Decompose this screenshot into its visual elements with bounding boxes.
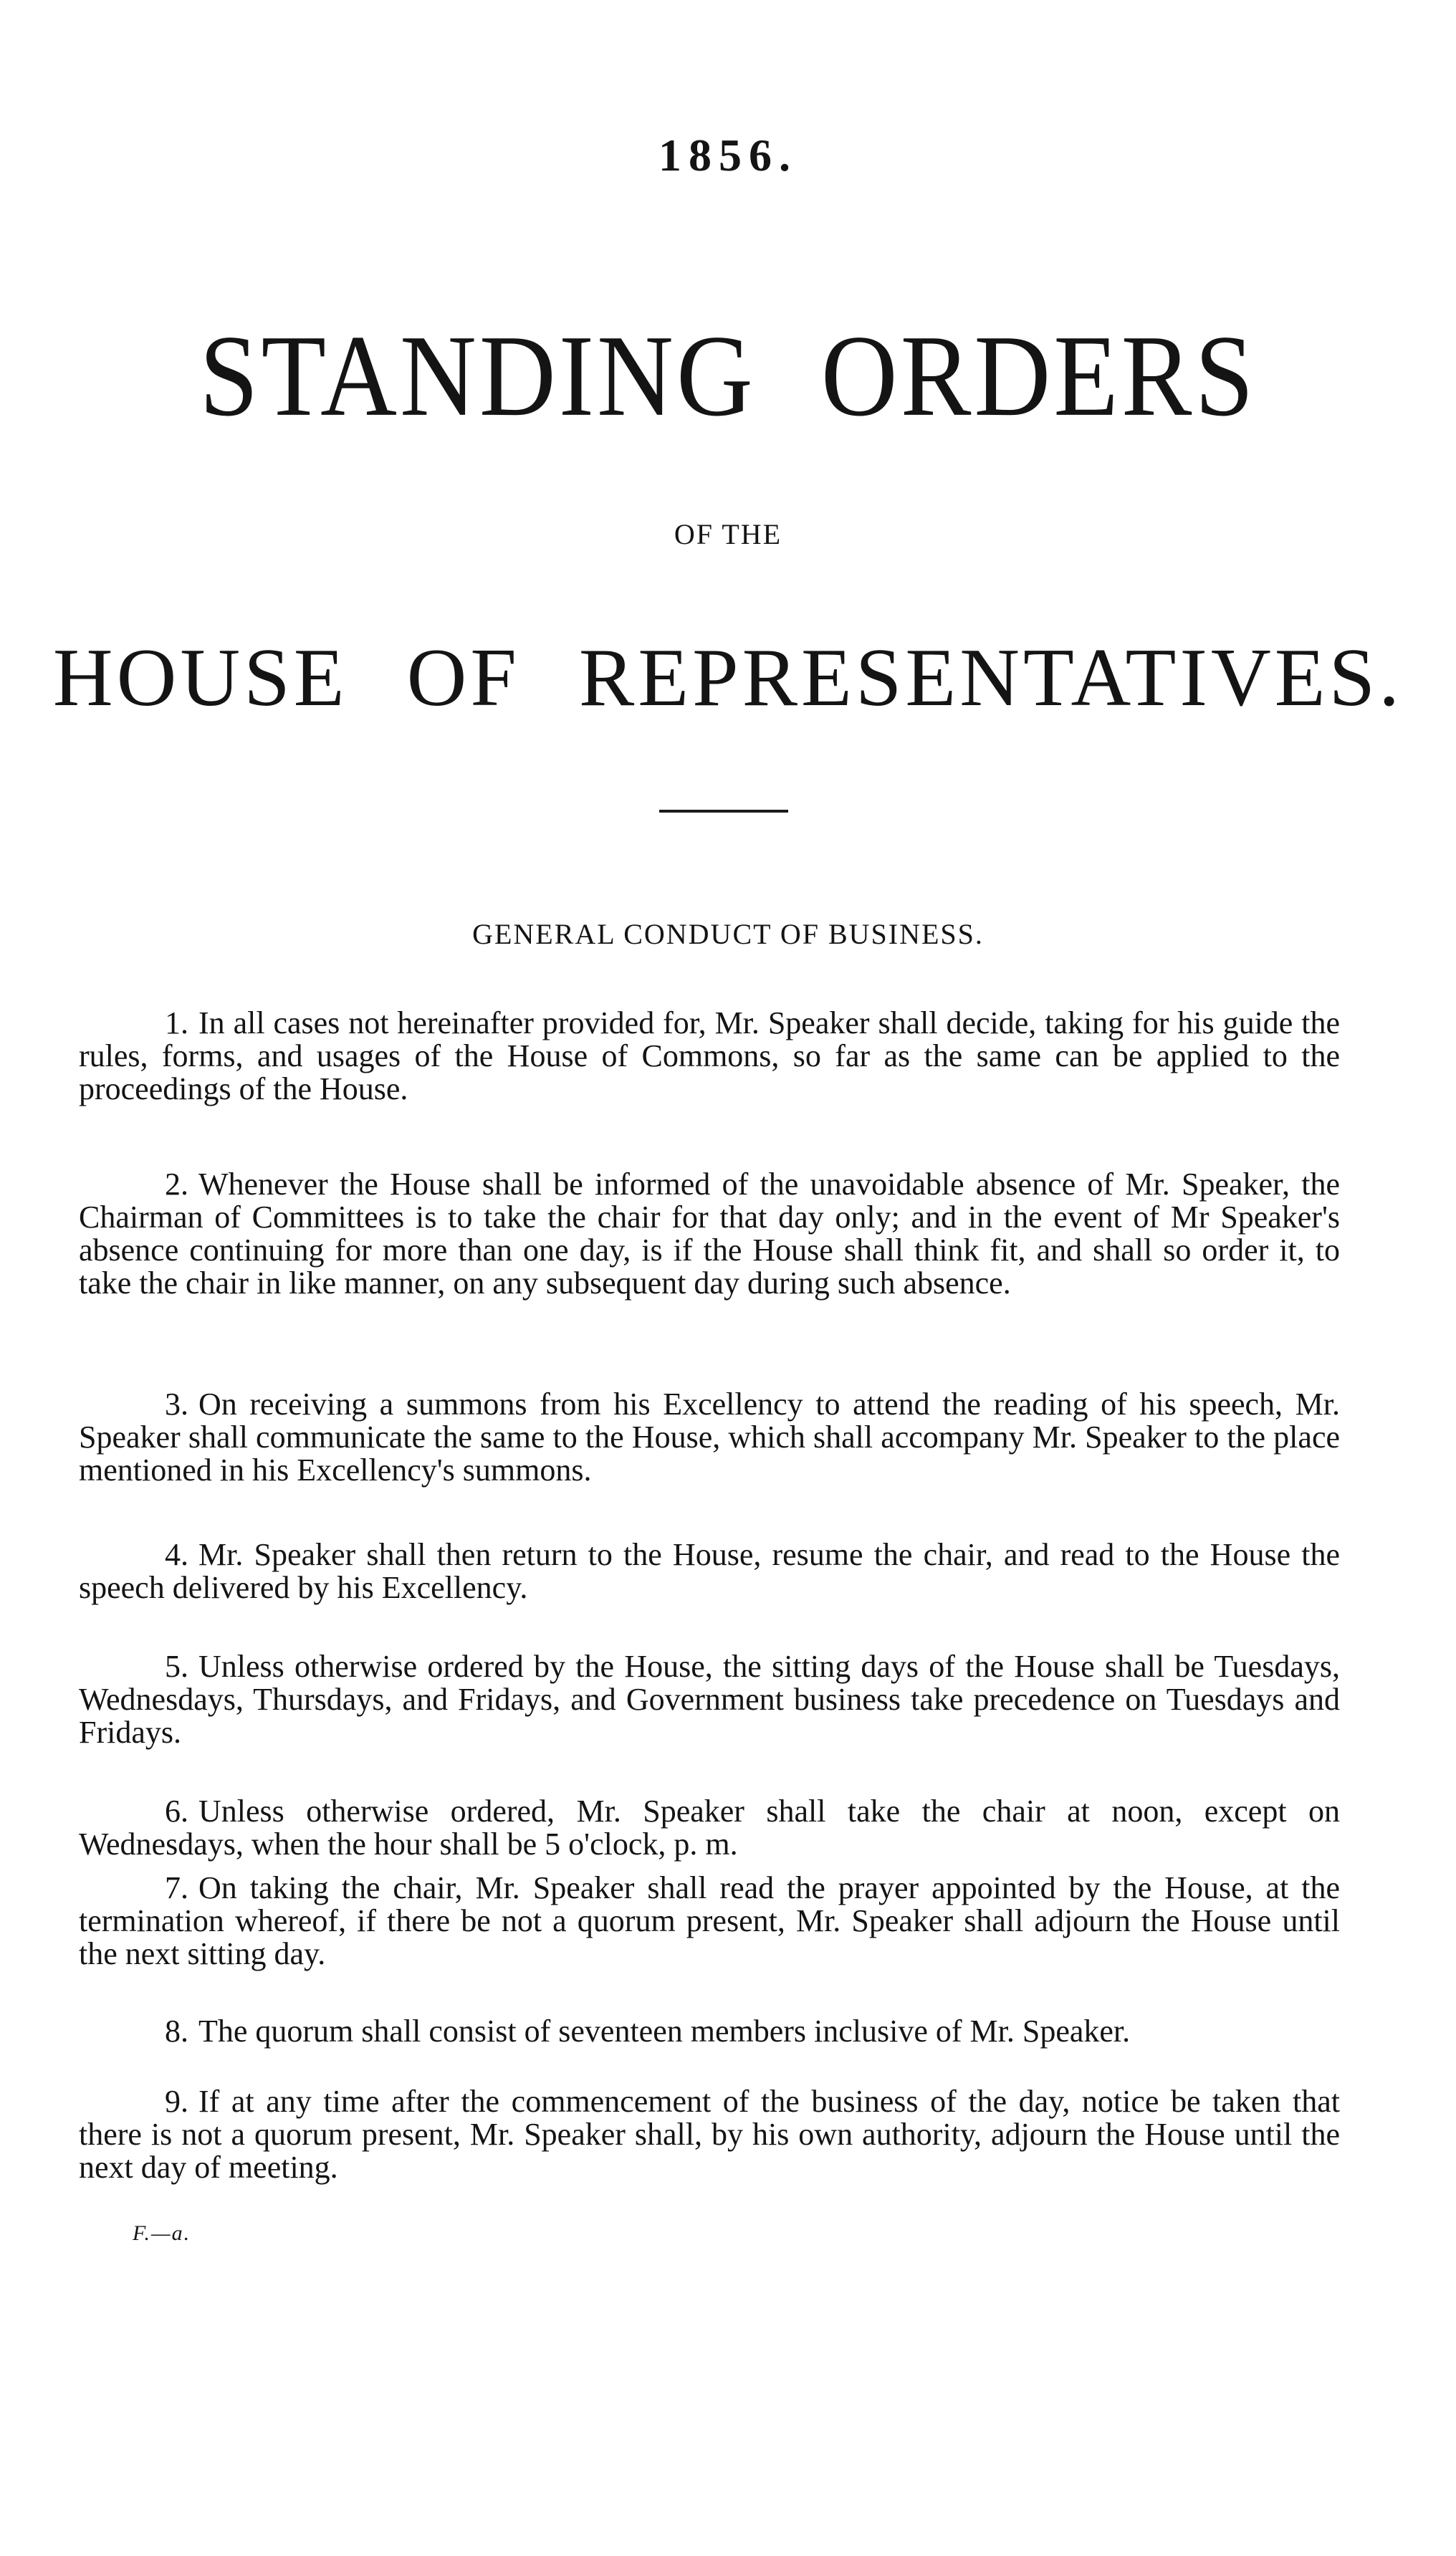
order-text: Mr. Speaker shall then return to the House, resume the chair, and read to the House the speech delivered by his Excellency.: [79, 1537, 1340, 1605]
order-text: Unless otherwise ordered by the House, the sitting days of the House shall be Tuesdays, Wednesdays, Thursdays, and Fridays, and Government business take precedence on Tuesdays and Fridays.: [79, 1649, 1340, 1750]
order-number: 6.: [165, 1794, 188, 1829]
standing-order-1: [79, 1007, 1340, 1106]
standing-order-5: [79, 1650, 1340, 1749]
printer-signature-mark: F.—a.: [133, 2221, 191, 2245]
section-heading: GENERAL CONDUCT OF BUSINESS.: [472, 918, 984, 950]
standing-order-2: [79, 1168, 1340, 1300]
order-text: Whenever the House shall be informed of the unavoidable absence of Mr. Speaker, the Chairman of Committees is to take the chair for that day only; and in the event of Mr Speaker's absence continuing for more than one day, is if the House shall think fit, and shall so order it, to take the chair in like manner, on any subsequent day during such absence.: [79, 1167, 1340, 1301]
order-text: The quorum shall consist of seventeen members inclusive of Mr. Speaker.: [198, 2014, 1131, 2049]
order-text: On taking the chair, Mr. Speaker shall read the prayer appointed by the House, at the termination whereof, if there be not a quorum present, Mr. Speaker shall adjourn the House until the next sitting day.: [79, 1870, 1340, 1971]
standing-order-6: [79, 1795, 1340, 1861]
standing-order-9: [79, 2085, 1340, 2184]
order-number: 3.: [165, 1387, 188, 1422]
document-title: STANDING ORDERS: [199, 311, 1257, 441]
standing-order-3: [79, 1388, 1340, 1487]
order-number: 2.: [165, 1167, 188, 1202]
order-number: 4.: [165, 1537, 188, 1572]
order-text: On receiving a summons from his Excellency to attend the reading of his speech, Mr. Speaker shall communicate the same to the House, which shall accompany Mr. Speaker to the place mentioned in his Excellency's summons.: [79, 1387, 1340, 1488]
order-number: 5.: [165, 1649, 188, 1684]
title-connector: OF THE: [674, 518, 782, 550]
order-number: 9.: [165, 2084, 188, 2119]
standing-order-8: [79, 2015, 1340, 2048]
order-text: In all cases not hereinafter provided for, Mr. Speaker shall decide, taking for his guide the rules, forms, and usages of the House of Commons, so far as the same can be applied to the proceedings of the House.: [79, 1005, 1340, 1106]
order-text: If at any time after the commencement of the business of the day, notice be taken that there is not a quorum present, Mr. Speaker shall, by his own authority, adjourn the House until the next day of meeting.: [79, 2084, 1340, 2185]
order-number: 7.: [165, 1870, 188, 1905]
standing-order-4: [79, 1538, 1340, 1604]
order-number: 8.: [165, 2014, 188, 2049]
document-subtitle: HOUSE OF REPRESENTATIVES.: [52, 632, 1404, 724]
title-divider: [659, 810, 788, 813]
order-number: 1.: [165, 1005, 188, 1040]
document-year: 1856.: [658, 130, 798, 181]
standing-order-7: [79, 1872, 1340, 1971]
order-text: Unless otherwise ordered, Mr. Speaker shall take the chair at noon, except on Wednesdays, when the hour shall be 5 o'clock, p. m.: [79, 1794, 1340, 1862]
